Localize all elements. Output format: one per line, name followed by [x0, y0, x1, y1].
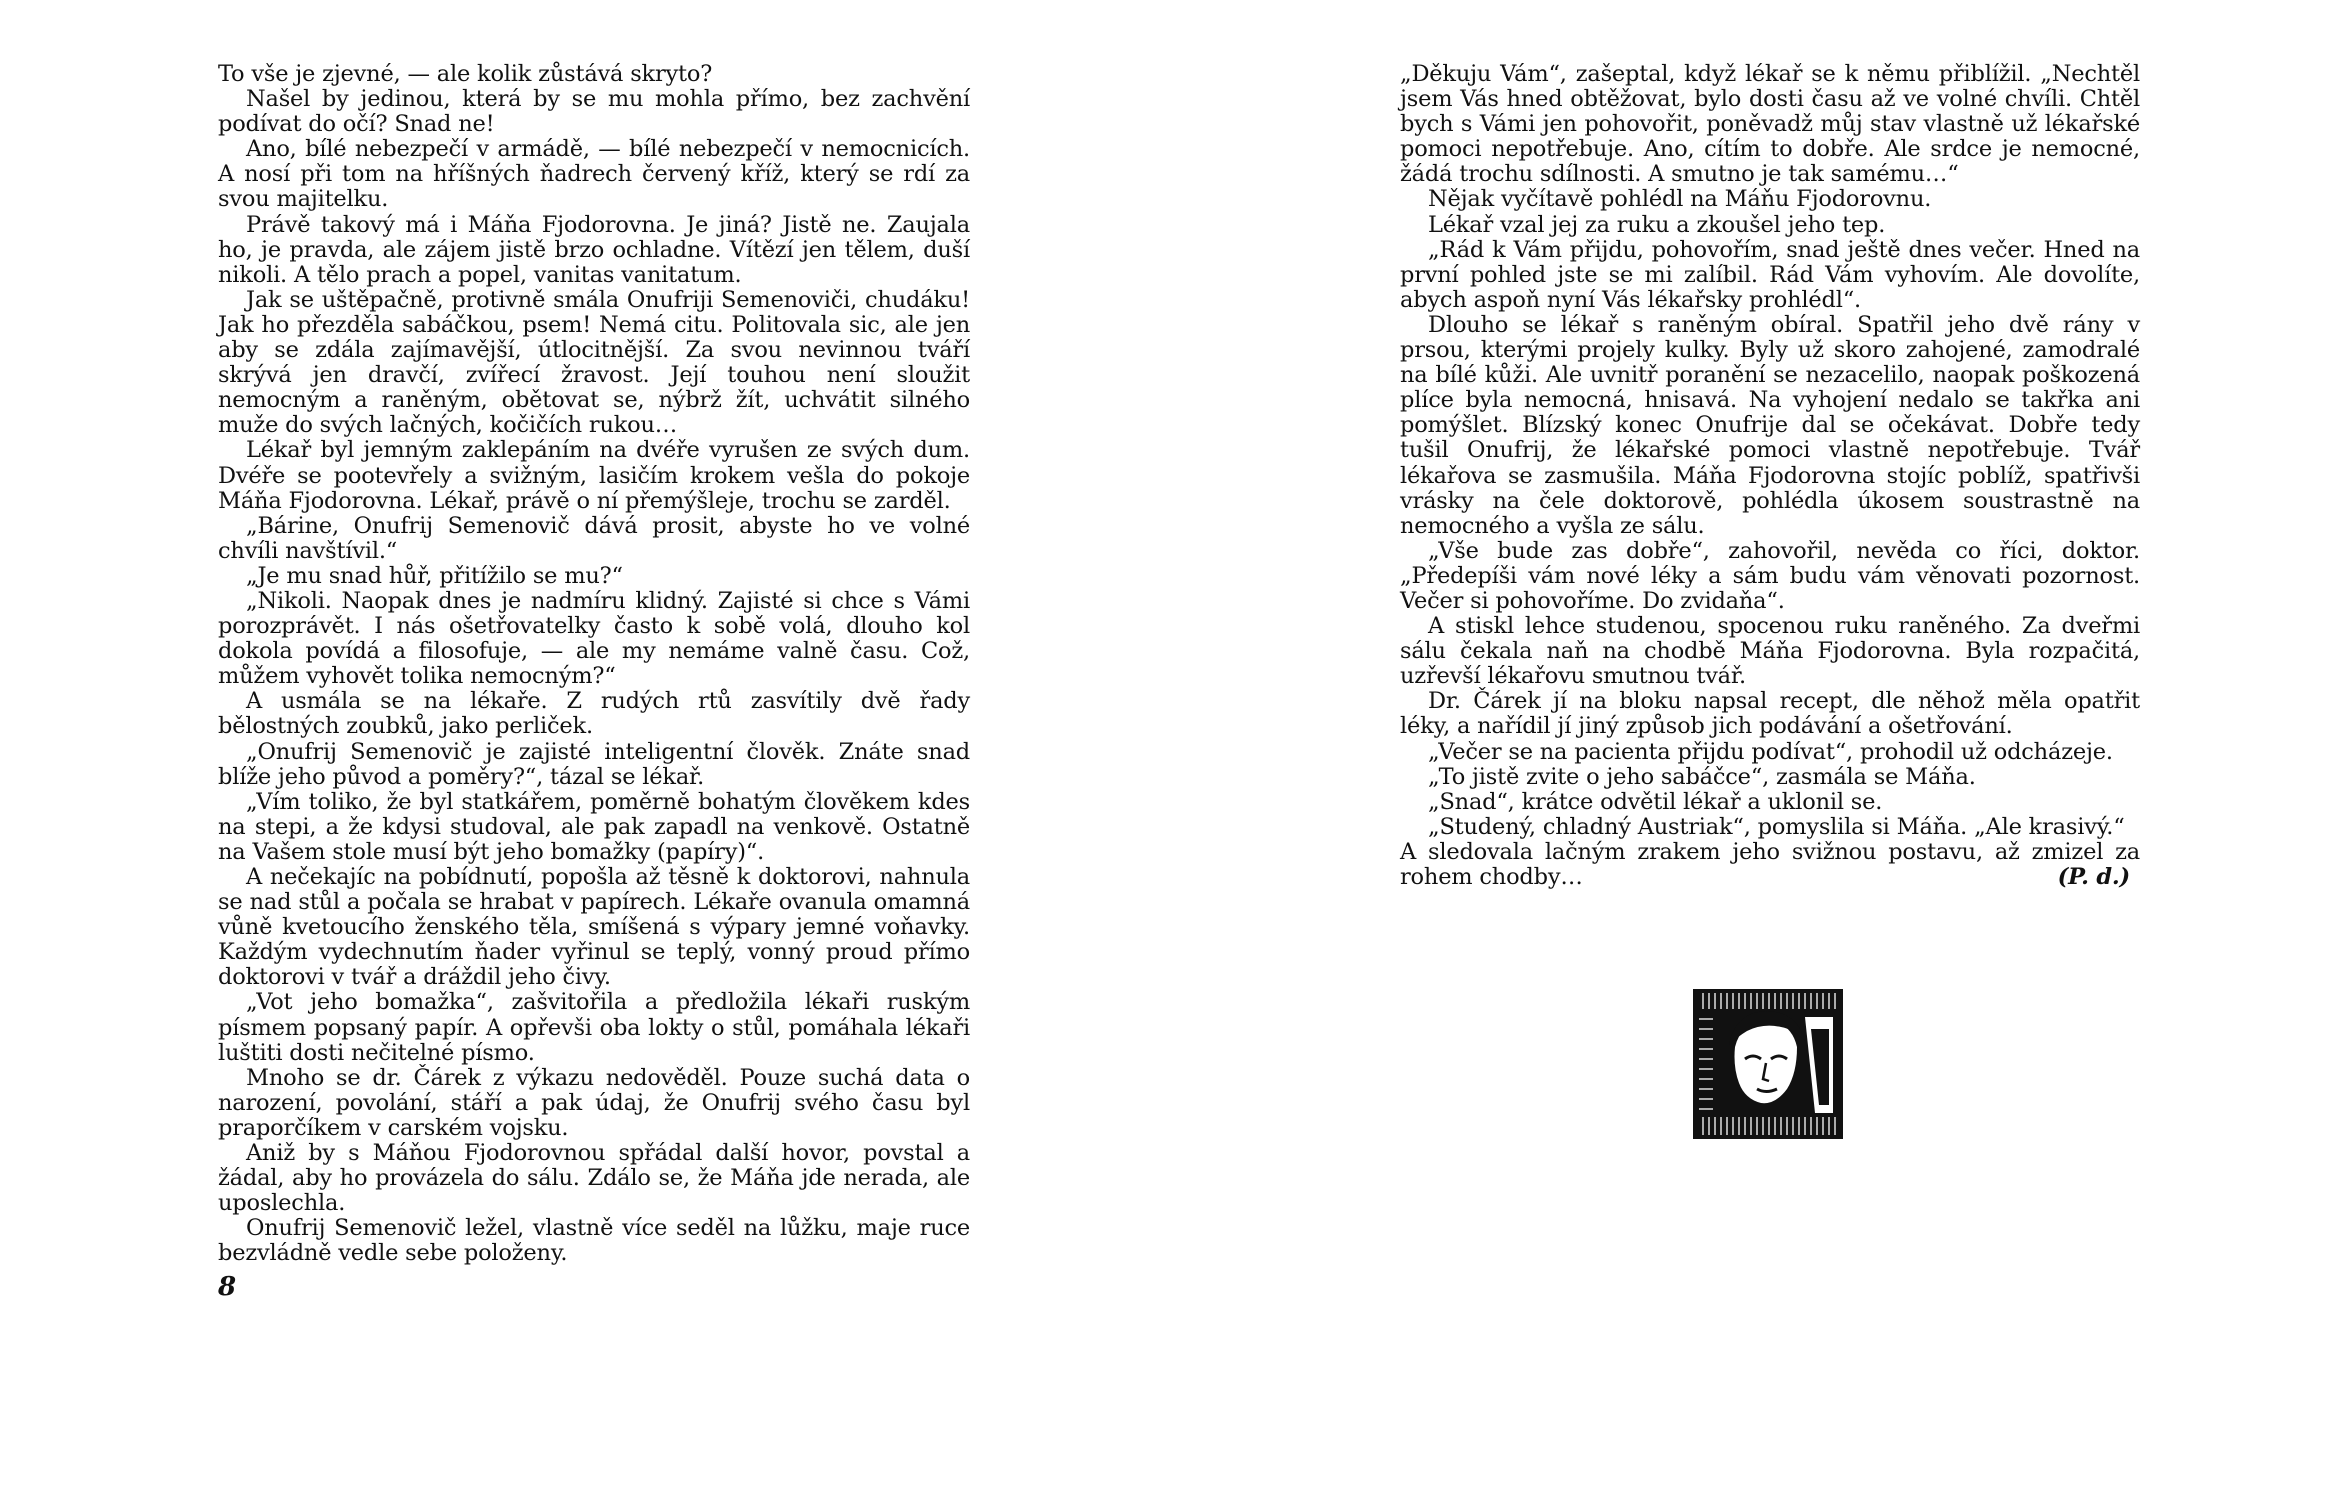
closing-paragraph: [1400, 840, 2140, 890]
paragraph: Jak se uštěpačně, protivně smála Onufriji Semenoviči, chudáku! Jak ho přezděla sabáčkou, psem! Nemá citu. Politovala sic, ale jen aby se zdála zajímavější, útlocitnější. Za svou nevinnou tváří skrývá jen dravčí, zvířecí žravost. Její touhou není sloužit nemocným a raněným, obětovat se, nýbrž žít, uchvátit silného muže do svých lačných, kočičích rukou…: [218, 286, 970, 439]
paragraph: Lékař byl jemným zaklepáním na dvéře vyrušen ze svých dum. Dvéře se pootevřely a svižným, lasičím krokem vešla do pokoje Máňa Fjodorovna. Lékař, právě o ní přemýšleje, trochu se zarděl.: [218, 437, 970, 514]
paragraph: „Vše bude zas dobře“, zahovořil, nevěda co říci, doktor. „Předepíši vám nové léky a sám budu vám věnovati pozornost. Večer si pohovoříme. Do zvidaňa“.: [1400, 537, 2140, 614]
left-page: [218, 62, 970, 1300]
paragraph: Onufrij Semenovič ležel, vlastně více seděl na lůžku, maje ruce bezvládně vedle sebe položeny.: [218, 1215, 970, 1267]
continued-mark: (P. d.): [2057, 864, 2130, 890]
paragraph: „Onufrij Semenovič je zajisté inteligentní člověk. Znáte snad blíže jeho původ a poměry?“, tázal se lékař.: [218, 738, 970, 790]
vignette-illustration: [1693, 989, 1843, 1139]
paragraph: Lékař vzal jej za ruku a zkoušel jeho tep.: [1428, 211, 1886, 238]
paragraph: „Rád k Vám přijdu, pohovořím, snad ještě dnes večer. Hned na první pohled jste se mi zalíbil. Rád Vám vyhovím. Ale dovolíte, abych aspoň nyní Vás lékařsky prohlédl“.: [1400, 236, 2140, 313]
paragraph: Našel by jedinou, která by se mu mohla přímo, bez zachvění podívat do očí? Snad ne!: [218, 86, 970, 138]
paragraph: Právě takový má i Máňa Fjodorovna. Je jiná? Jistě ne. Zaujala ho, je pravda, ale zájem jistě brzo ochladne. Vítězí jen tělem, duší nikoli. A tělo prach a popel, vanitas vanitatum.: [218, 211, 970, 288]
paragraph: „Děkuju Vám“, zašeptal, když lékař se k němu přiblížil. „Nechtěl jsem Vás hned obtěžovat, bylo dosti času až ve volné chvíli. Chtěl bych s Vámi jen pohovořit, poněvadž můj stav vlastně už lékařské pomoci nepotřebuje. Ano, cítím to dobře. Ale srdce je nemocné, žádá trochu sdílnosti. A smutno je tak samému…“: [1400, 61, 2140, 188]
paragraph: A usmála se na lékaře. Z rudých rtů zasvítily dvě řady bělostných zoubků, jako perliček.: [218, 688, 970, 740]
right-page: [1400, 62, 2140, 890]
paragraph: „To jistě zvite o jeho sabáčce“, zasmála se Máňa.: [1428, 763, 1976, 790]
paragraph: A nečekajíc na pobídnutí, popošla až těsně k doktorovi, nahnula se nad stůl a počala se hrabat v papírech. Lékaře ovanula omamná vůně kvetoucího ženského těla, smíšená s výpary jemné voňavky. Každým vydechnutím ňader vyřinul se teplý, vonný proud přímo doktorovi v tvář a dráždil jeho čivy.: [218, 864, 970, 991]
paragraph: Mnoho se dr. Čárek z výkazu nedověděl. Pouze suchá data o narození, povolání, stáří a pak údaj, že Onufrij svého času byl praporčíkem v carském vojsku.: [218, 1064, 970, 1141]
paragraph: Aniž by s Máňou Fjodorovnou spřádal další hovor, povstal a žádal, aby ho provázela do sálu. Zdálo se, že Máňa jde nerada, ale uposlechla.: [218, 1140, 970, 1217]
paragraph: A stiskl lehce studenou, spocenou ruku raněného. Za dveřmi sálu čekala naň na chodbě Máňa Fjodorovna. Byla rozpačitá, uzřevší lékařovu smutnou tvář.: [1400, 613, 2140, 690]
paragraph: „Vím toliko, že byl statkářem, poměrně bohatým člověkem kdes na stepi, a že kdysi studoval, ale pak zapadl na venkově. Ostatně na Vašem stole musí být jeho bomažky (papíry)“.: [218, 788, 970, 865]
paragraph: Dr. Čárek jí na bloku napsal recept, dle něhož měla opatřit léky, a nařídil jí jiný způsob jich podávání a ošetřování.: [1400, 688, 2140, 740]
paragraph: Ano, bílé nebezpečí v armádě, — bílé nebezpečí v nemocnicích. A nosí při tom na hříšných ňadrech červený kříž, který se rdí za svou majitelku.: [218, 136, 970, 213]
page-number: 8: [218, 1271, 236, 1302]
paragraph: „Večer se na pacienta přijdu podívat“, prohodil už odcházeje.: [1428, 738, 2113, 765]
paragraph: A sledovala lačným zrakem jeho svižnou postavu, až zmizel za rohem chodby…: [1400, 838, 2140, 890]
paragraph: „Nikoli. Naopak dnes je nadmíru klidný. Zajisté si chce s Vámi porozprávět. I nás ošetřovatelky často k sobě volá, dlouho kol dokola povídá a filosofuje, — ale my nemáme valně času. Což, můžem vyhovět tolika nemocným?“: [218, 587, 970, 690]
paragraph: Nějak vyčítavě pohlédl na Máňu Fjodorovnu.: [1428, 186, 1932, 213]
paragraph: „Studený, chladný Austriak“, pomyslila si Máňa. „Ale krasivý.“: [1428, 813, 2125, 840]
paragraph: „Je mu snad hůř, přitížilo se mu?“: [246, 562, 623, 589]
paragraph: „Snad“, krátce odvětil lékař a uklonil se.: [1428, 788, 1883, 815]
paragraph: „Vot jeho bomažka“, zašvitořila a předložila lékaři ruským písmem popsaný papír. A opřevši oba lokty o stůl, pomáhala lékaři luštiti dosti nečitelné písmo.: [218, 989, 970, 1066]
paragraph: To vše je zjevné, — ale kolik zůstává skryto?: [218, 61, 713, 87]
paragraph: „Bárine, Onufrij Semenovič dává prosit, abyste ho ve volné chvíli navštívil.“: [218, 512, 970, 564]
woodcut-face-icon: [1693, 989, 1843, 1139]
paragraph: Dlouho se lékař s raněným obíral. Spatřil jeho dvě rány v prsou, kterými projely kulky. Byly už skoro zahojené, zamodralé na bílé kůži. Ale uvnitř poranění se nezacelilo, naopak poškozená plíce byla nemocná, hnisavá. Na vyhojení nedalo se takřka ani pomýšlet. Blízský konec Onufrije dal se očekávat. Dobře tedy tušil Onufrij, že lékařské pomoci vlastně nepotřebuje. Tvář lékařova se zasmušila. Máňa Fjodorovna stojíc poblíž, spatřivši vrásky na čele doktorově, pohlédla úkosem soustrastně na nemocného a vyšla ze sálu.: [1400, 311, 2140, 539]
